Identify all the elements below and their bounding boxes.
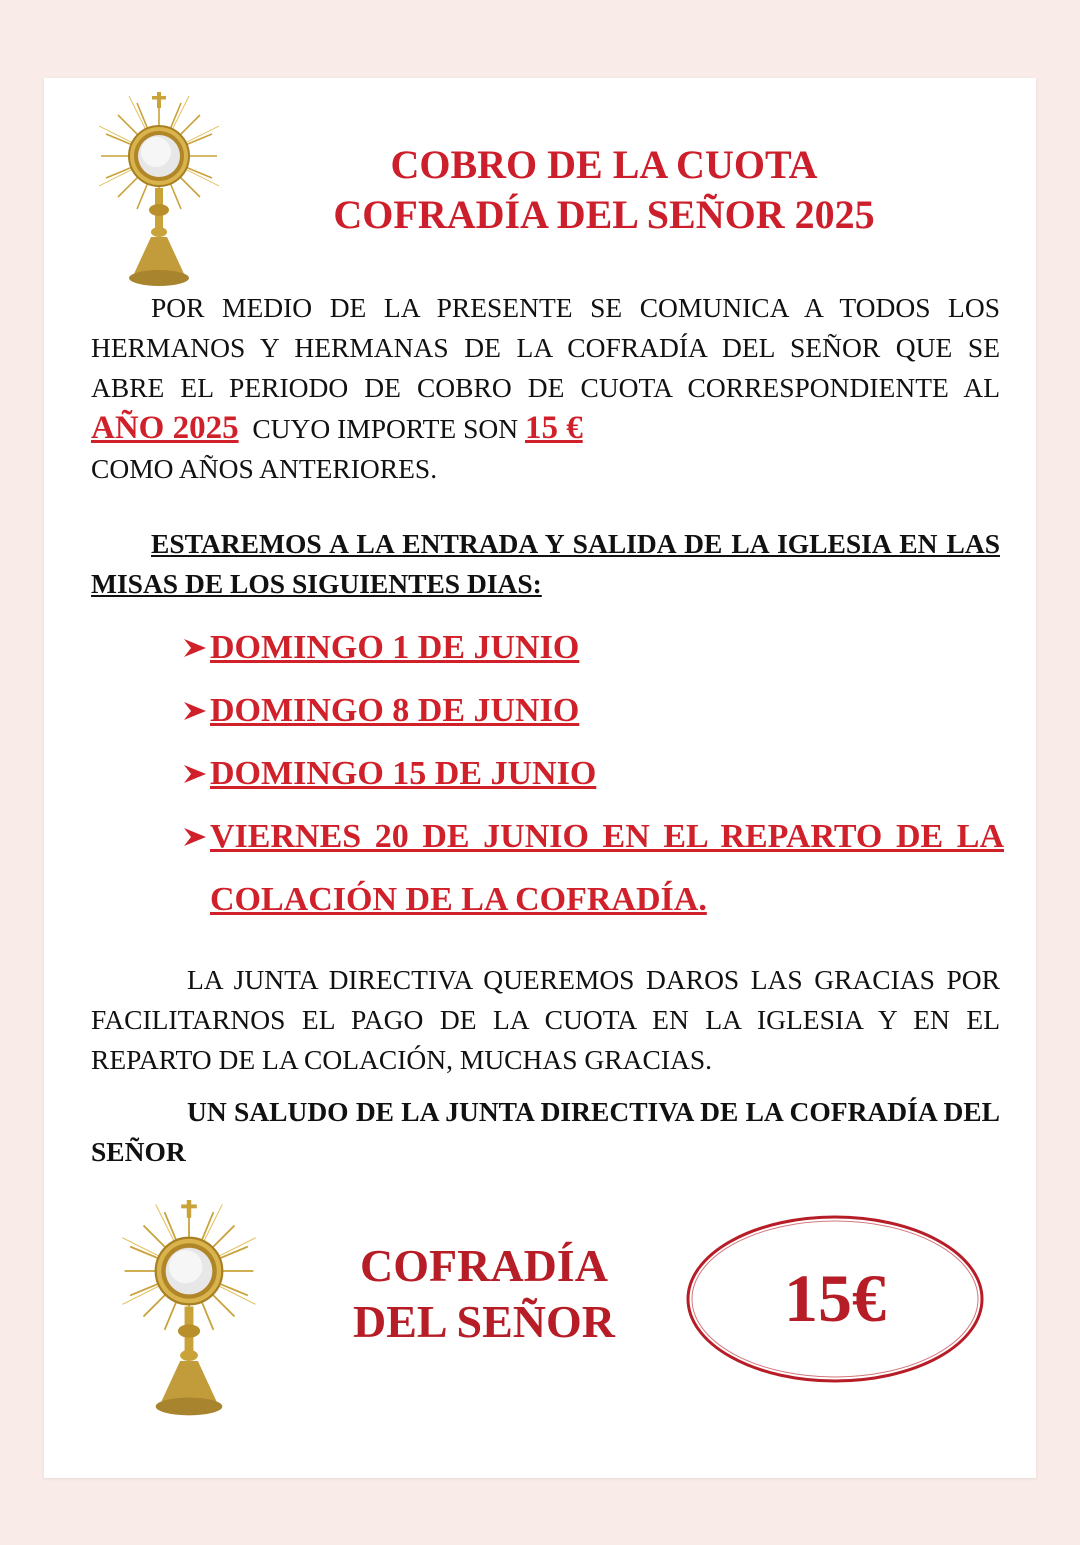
arrowhead-bullet-icon [182, 763, 208, 785]
day-label: VIERNES 20 DE JUNIO EN EL REPARTO DE LA COLACIÓN DE LA COFRADÍA. [210, 818, 1004, 918]
masses-notice-text: ESTAREMOS A LA ENTRADA Y SALIDA DE LA IGLESIA EN LAS MISAS DE LOS SIGUIENTES DIAS: [91, 528, 1000, 599]
list-item [182, 679, 1004, 742]
year-highlight: AÑO 2025 [91, 410, 239, 446]
collection-days-list [182, 616, 1004, 931]
brand-line-1: COFRADÍA [360, 1240, 608, 1291]
stamp-amount: 15€ [784, 1260, 886, 1336]
title-line-2: COFRADÍA DEL SEÑOR 2025 [333, 192, 875, 237]
list-item [182, 616, 1004, 679]
arrowhead-bullet-icon [182, 637, 208, 659]
amount-highlight: 15 € [524, 410, 583, 446]
list-item [182, 742, 1004, 805]
title-line-1: COBRO DE LA CUOTA [390, 142, 818, 187]
intro-paragraph [91, 288, 1000, 489]
brand-name [319, 1238, 649, 1350]
monstrance-icon [114, 1200, 264, 1422]
thanks-text: LA JUNTA DIRECTIVA QUEREMOS DAROS LAS GRACIAS POR FACILITARNOS EL PAGO DE LA CUOTA EN LA IGLESIA Y EN EL REPARTO DE LA COLACIÓN, MUCHAS GRACIAS. [91, 964, 1000, 1075]
day-label: DOMINGO 1 DE JUNIO [210, 629, 580, 666]
intro-text-amount: CUYO IMPORTE SON [238, 413, 525, 444]
thanks-paragraph [91, 960, 1000, 1080]
fee-stamp [684, 1212, 986, 1386]
intro-text: POR MEDIO DE LA PRESENTE SE COMUNICA A TODOS LOS HERMANOS Y HERMANAS DE LA COFRADÍA DEL SEÑOR QUE SE ABRE EL PERIODO DE COBRO DE CUOTA CORRESPONDIENTE AL [91, 292, 1000, 403]
greeting-paragraph [91, 1092, 1000, 1172]
monstrance-icon [98, 92, 220, 292]
arrowhead-bullet-icon [182, 826, 208, 848]
day-label: DOMINGO 8 DE JUNIO [210, 692, 580, 729]
day-label: DOMINGO 15 DE JUNIO [210, 755, 597, 792]
page-title [204, 140, 1004, 240]
intro-text-after: COMO AÑOS ANTERIORES. [91, 453, 438, 484]
masses-notice [91, 524, 1000, 604]
brand-line-2: DEL SEÑOR [352, 1296, 616, 1347]
arrowhead-bullet-icon [182, 700, 208, 722]
list-item [182, 805, 1004, 931]
notice-page [44, 78, 1036, 1478]
greeting-text: UN SALUDO DE LA JUNTA DIRECTIVA DE LA COFRADÍA DEL SEÑOR [91, 1096, 1000, 1167]
